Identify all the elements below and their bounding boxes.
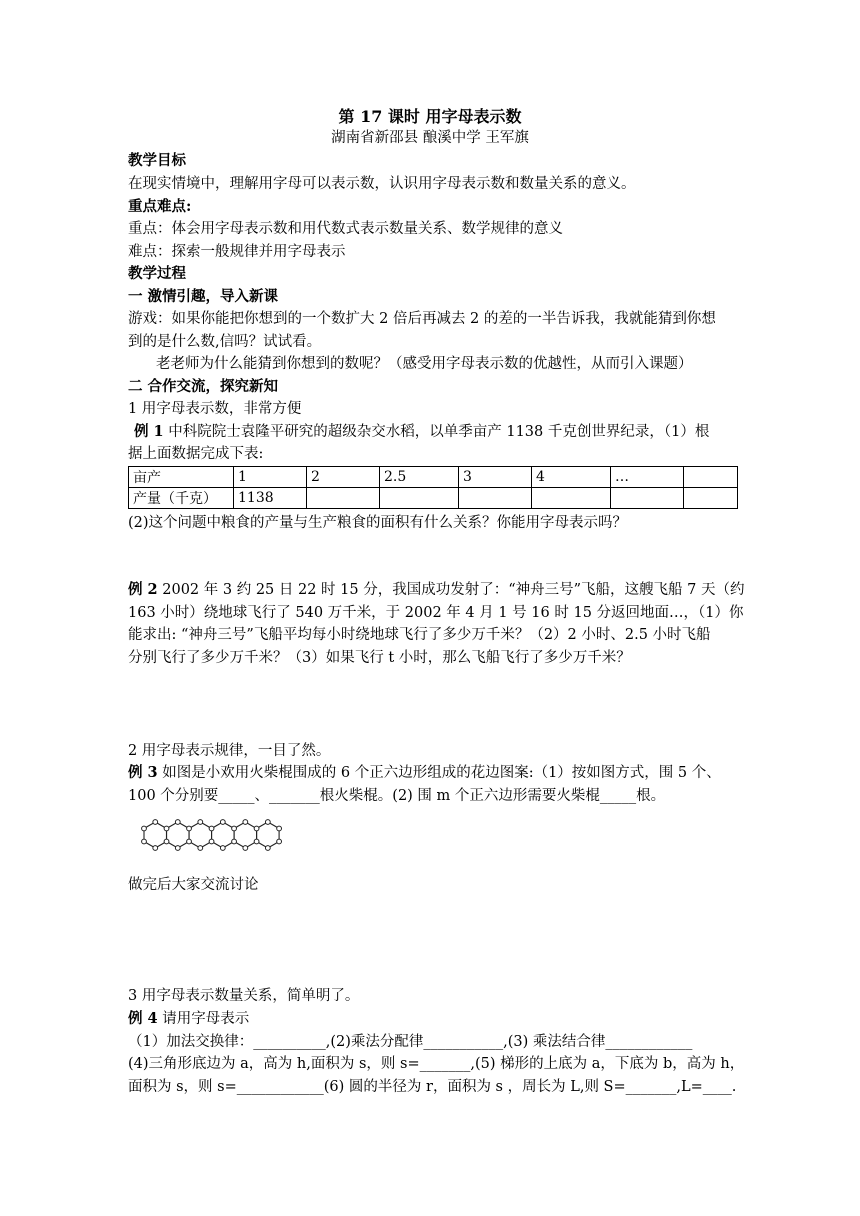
process-heading: 教学过程 [128,265,186,282]
yield-table [128,466,738,509]
matchstick-joint [187,839,192,844]
example4-label: 例 4 [128,1010,158,1027]
example2-line-2: 163 小时）绕地球飞行了 540 万千米，于 2002 年 4 月 1 号 16 时 15 分返回地面…，（1）你 [128,605,744,621]
section2-heading: 二 合作交流，探究新知 [128,378,279,395]
example3-discussion: 做完后大家交流讨论 [128,877,259,893]
matchstick-joint [254,839,259,844]
key-heading: 重点难点: [128,198,192,215]
example2-line-3: 能求出: “神舟三号”飞船平均每小时绕地球飞行了多少万千米？（2）2 小时、2.5 小时飞船 [128,627,711,643]
hexagon [189,822,212,848]
example3-text: 如图是小欢用火柴棍围成的 6 个正六边形组成的花边图案:（1）按如图方式，围 5 个、 [157,765,721,781]
example3-line-2: 100 个分别要_____、_______根火柴棍。(2) 围 m 个正六边形需要火柴棍_____根。 [128,788,666,804]
key-point: 重点：体会用字母表示数和用代数式表示数量关系、数学规律的意义 [128,221,563,237]
matchstick-joint [142,826,147,831]
example1-text: 中科院院士袁隆平研究的超级杂交水稻，以单季亩产 1138 千克创世界纪录，（1）根 [163,424,710,440]
table-cell [532,488,611,509]
hexagon [144,822,167,848]
table-cell [459,488,532,509]
hexagon [234,822,257,848]
matchstick-joint [198,820,203,825]
subsection-2: 2 用字母表示规律，一目了然。 [128,743,331,759]
matchstick-joint [164,839,169,844]
matchstick-joint [175,820,180,825]
hexagon [257,822,280,848]
game-line-1: 游戏：如果你能把你想到的一个数扩大 2 倍后再减去 2 的差的一半告诉我，我就能猜到你想 [128,311,716,327]
matchstick-joint [265,846,270,851]
example2-label: 例 2 [128,581,158,598]
table-cell [684,467,738,488]
example1-label: 例 1 [134,423,164,440]
subsection-3: 3 用字母表示数量关系，简单明了。 [128,988,360,1004]
goal-text: 在现实情境中，理解用字母可以表示数，认识用字母表示数和数量关系的意义。 [128,176,636,192]
matchstick-joint [277,839,282,844]
table-cell [611,488,684,509]
author-line: 湖南省新邵县 酿溪中学 王军旗 [331,130,529,146]
matchstick-joint [209,839,214,844]
table-cell [307,488,380,509]
table-cell: 3 [459,467,532,488]
matchstick-joint [142,839,147,844]
matchstick-joint [220,820,225,825]
hexagon [212,822,235,848]
matchstick-joint [153,846,158,851]
matchstick-joint [232,826,237,831]
example4-line-2: （1）加法交换律：__________,(2)乘法分配律___________,(3) 乘法结合律____________ [128,1034,693,1050]
table-cell: 1 [234,467,307,488]
example4-text: 请用字母表示 [157,1011,250,1027]
matchstick-joint [164,826,169,831]
matchstick-joint [175,846,180,851]
table-cell: 1138 [234,488,307,509]
example2-line-1 [128,579,745,601]
example1-question-2: (2)这个问题中粮食的产量与生产粮食的面积有什么关系？你能用字母表示吗？ [128,515,628,531]
hexagon [167,822,190,848]
table-row-area [129,467,738,488]
matchstick-joint [198,846,203,851]
goal-heading: 教学目标 [128,152,186,169]
matchstick-joint [254,826,259,831]
example4-line-4: 面积为 s，则 s=____________(6) 圆的半径为 r，面积为 s ，周长为 L,则 S=_______,L=____. [128,1079,737,1095]
matchstick-joint [243,820,248,825]
matchstick-joint [265,820,270,825]
table-cell: … [611,467,684,488]
example4-line-1 [128,1008,740,1030]
lesson-title: 第 17 课时 用字母表示数 [338,107,522,126]
example2-line-4: 分别飞行了多少万千米？（3）如果飞行 t 小时，那么飞船飞行了多少万千米？ [128,650,631,666]
table-cell: 亩产 [129,467,234,488]
table-cell [684,488,738,509]
example1-line-1 [134,421,746,443]
game-line-2: 到的是什么数,信吗？试试看。 [128,334,322,350]
matchstick-hexagon-figure [130,814,335,862]
table-cell [380,488,459,509]
example4-line-3: (4)三角形底边为 a，高为 h,面积为 s，则 s=_______,(5) 梯形的上底为 a，下底为 b，高为 h， [128,1056,745,1072]
table-cell: 2.5 [380,467,459,488]
matchstick-joint [243,846,248,851]
difficult-point: 难点：探索一般规律并用字母表示 [128,244,346,260]
example1-line-2: 据上面数据完成下表: [128,446,264,462]
matchstick-joint [187,826,192,831]
example3-label: 例 3 [128,764,158,781]
matchstick-joint [209,826,214,831]
matchstick-joint [153,820,158,825]
matchstick-joint [232,839,237,844]
matchstick-joint [277,826,282,831]
table-cell: 4 [532,467,611,488]
table-cell: 2 [307,467,380,488]
example2-text: 2002 年 3 约 25 日 22 时 15 分，我国成功发射了：“神舟三号”飞船，这艘飞船 7 天（约 [157,582,745,598]
table-row-yield [129,488,738,509]
subsection-1: 1 用字母表示数，非常方便 [128,401,302,417]
matchstick-joint [220,846,225,851]
game-line-3: 老老师为什么能猜到你想到的数呢？（感受用字母表示数的优越性，从而引入课题） [156,356,693,372]
example3-line-1 [128,762,740,784]
table-cell: 产量（千克） [129,488,234,509]
section1-heading: 一 激情引趣，导入新课 [128,288,279,305]
